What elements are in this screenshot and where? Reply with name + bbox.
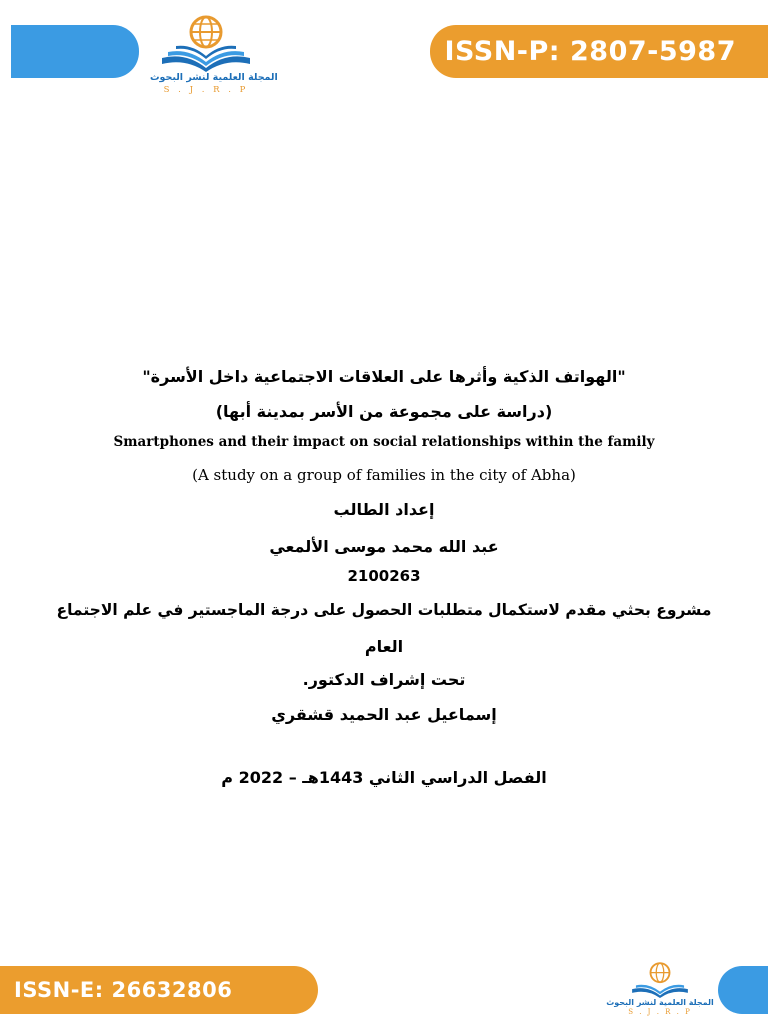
globe-book-icon xyxy=(150,12,262,72)
supervisor-label: تحت إشراف الدكتور. xyxy=(302,670,466,689)
header-blue-band xyxy=(11,25,139,78)
prepared-by-label: إعداد الطالب xyxy=(333,500,435,519)
title-arabic: "الهواتف الذكية وأثرها على العلاقات الاجتماعية داخل الأسرة" xyxy=(142,367,626,386)
project-description: مشروع بحثي مقدم لاستكمال متطلبات الحصول على درجة الماجستير في علم الاجتماع xyxy=(56,601,712,619)
title-english: Smartphones and their impact on social relationships within the family xyxy=(113,434,655,450)
subtitle-english: (A study on a group of families in the city of Abha) xyxy=(192,466,576,484)
logo-english-text: S . J . R . P xyxy=(163,85,249,95)
journal-logo xyxy=(150,12,278,96)
issn-electronic: ISSN-E: 26632806 xyxy=(14,978,233,1002)
subtitle-arabic: (دراسة على مجموعة من الأسر بمدينة أبها) xyxy=(215,402,553,421)
footer-orange-band xyxy=(0,966,318,1014)
project-description-cont: العام xyxy=(364,637,404,656)
journal-logo-footer xyxy=(604,960,716,1018)
student-name: عبد الله محمد موسى الألمعي xyxy=(269,537,499,556)
header-orange-band xyxy=(430,25,768,78)
logo-arabic-text: المجلة العلمية لنشر البحوث xyxy=(150,72,278,83)
logo-arabic-text: المجلة العلمية لنشر البحوث xyxy=(606,998,714,1007)
academic-term: الفصل الدراسي الثاني 1443هـ – 2022 م xyxy=(221,768,547,787)
globe-book-icon xyxy=(604,960,716,998)
student-id: 2100263 xyxy=(347,567,421,585)
supervisor-name: إسماعيل عبد الحميد قشقري xyxy=(271,705,497,724)
logo-english-text: S . J . R . P xyxy=(628,1008,692,1016)
footer-blue-band xyxy=(718,966,768,1014)
issn-print: ISSN-P: 2807-5987 xyxy=(444,36,736,67)
